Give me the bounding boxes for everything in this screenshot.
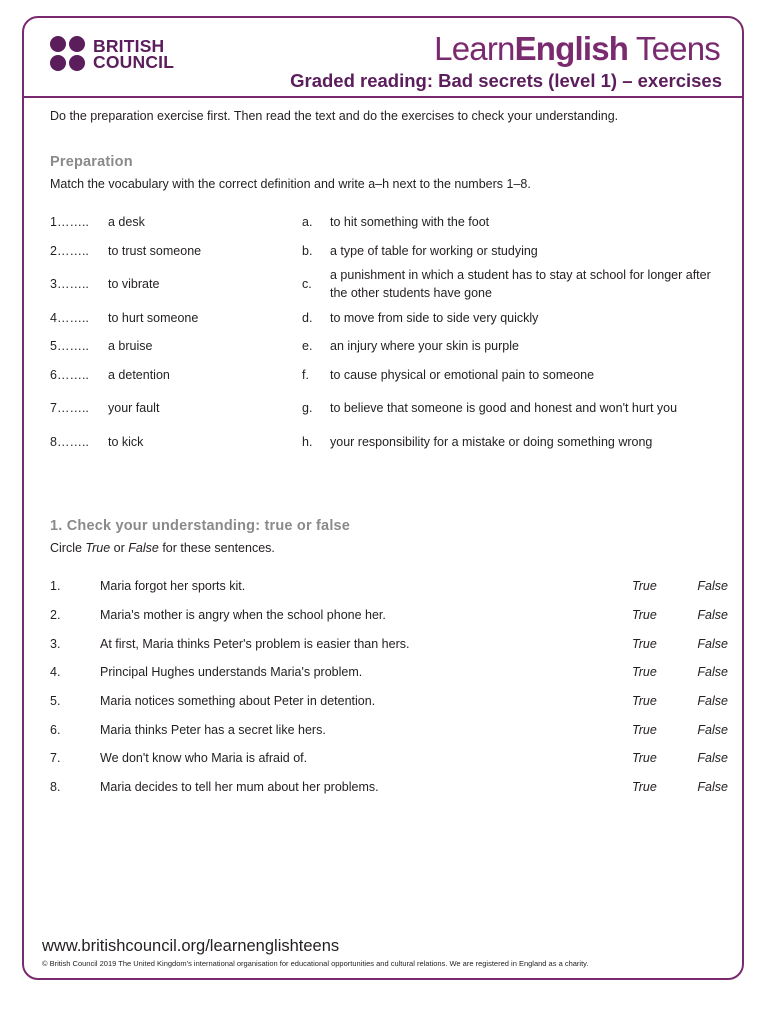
true-option[interactable]: True xyxy=(632,780,657,795)
vocab-number-blank[interactable]: 3…….. xyxy=(50,277,89,292)
question-text: Maria's mother is angry when the school phone her. xyxy=(100,608,386,623)
definition-letter: d. xyxy=(302,310,313,325)
true-option[interactable]: True xyxy=(632,665,657,680)
vocab-row xyxy=(50,237,730,266)
preparation-instruction: Match the vocabulary with the correct definition and write a–h next to the numbers 1–8. xyxy=(50,177,531,191)
true-option[interactable]: True xyxy=(632,636,657,651)
definition-text: an injury where your skin is purple xyxy=(330,339,519,354)
question-number: 7. xyxy=(50,751,61,766)
vocab-word: to hurt someone xyxy=(108,310,199,325)
vocab-word: a detention xyxy=(108,367,170,382)
question-number: 6. xyxy=(50,722,61,737)
vocab-row xyxy=(50,428,730,457)
true-option[interactable]: True xyxy=(632,722,657,737)
vocab-row xyxy=(50,208,730,237)
vocab-row xyxy=(50,389,730,428)
question-number: 4. xyxy=(50,665,61,680)
true-option[interactable]: True xyxy=(632,608,657,623)
vocab-word: your fault xyxy=(108,401,160,416)
page-title: Graded reading: Bad secrets (level 1) – exercises xyxy=(290,70,722,91)
footer-copyright: © British Council 2019 The United Kingdom's international organisation for educational opportunities and cultural relations. We are registered in England as a charity. xyxy=(42,959,589,968)
vocab-row xyxy=(50,361,730,390)
vocab-number-blank[interactable]: 7…….. xyxy=(50,401,89,416)
vocabulary-table xyxy=(50,208,730,456)
definition-text: a punishment in which a student has to stay at school for longer after the other students have gone xyxy=(330,268,711,301)
exercise1-instruction: Circle True or False for these sentences. xyxy=(50,541,275,555)
question-number: 2. xyxy=(50,608,61,623)
definition-text: to move from side to side very quickly xyxy=(330,310,539,325)
vocab-number-blank[interactable]: 1…….. xyxy=(50,215,89,230)
question-number: 3. xyxy=(50,636,61,651)
question-number: 8. xyxy=(50,780,61,795)
question-text: Maria forgot her sports kit. xyxy=(100,579,246,594)
vocab-word: to kick xyxy=(108,434,144,449)
true-option[interactable]: True xyxy=(632,751,657,766)
question-number: 1. xyxy=(50,579,61,594)
question-text: We don't know who Maria is afraid of. xyxy=(100,751,308,766)
vocab-number-blank[interactable]: 5…….. xyxy=(50,339,89,354)
definition-letter: b. xyxy=(302,243,313,258)
exercise1-heading: 1. Check your understanding: true or false xyxy=(50,518,351,534)
false-option[interactable]: False xyxy=(697,780,728,795)
true-false-row xyxy=(50,744,730,773)
true-false-row xyxy=(50,629,730,658)
definition-letter: f. xyxy=(302,367,309,382)
false-option[interactable]: False xyxy=(697,579,728,594)
true-false-row xyxy=(50,601,730,630)
vocab-word: to trust someone xyxy=(108,243,202,258)
true-option[interactable]: True xyxy=(632,694,657,709)
question-text: Principal Hughes understands Maria's problem. xyxy=(100,665,363,680)
false-option[interactable]: False xyxy=(697,665,728,680)
definition-letter: g. xyxy=(302,401,313,416)
question-number: 5. xyxy=(50,694,61,709)
preparation-heading: Preparation xyxy=(50,154,133,170)
vocab-row xyxy=(50,265,730,304)
question-text: Maria decides to tell her mum about her problems. xyxy=(100,780,379,795)
vocab-row xyxy=(50,332,730,361)
definition-letter: h. xyxy=(302,434,313,449)
definition-text: to cause physical or emotional pain to someone xyxy=(330,367,595,382)
false-option[interactable]: False xyxy=(697,608,728,623)
false-option[interactable]: False xyxy=(697,636,728,651)
definition-text: a type of table for working or studying xyxy=(330,243,538,258)
definition-letter: a. xyxy=(302,215,313,230)
true-option[interactable]: True xyxy=(632,579,657,594)
vocab-row xyxy=(50,304,730,333)
vocab-word: a desk xyxy=(108,215,145,230)
true-false-row xyxy=(50,715,730,744)
vocab-number-blank[interactable]: 8…….. xyxy=(50,434,89,449)
intro-text: Do the preparation exercise first. Then read the text and do the exercises to check your understanding. xyxy=(50,109,619,123)
vocab-number-blank[interactable]: 2…….. xyxy=(50,243,89,258)
question-text: Maria thinks Peter has a secret like hers. xyxy=(100,722,326,737)
vocab-word: a bruise xyxy=(108,339,153,354)
question-text: Maria notices something about Peter in detention. xyxy=(100,694,376,709)
definition-text: to hit something with the foot xyxy=(330,215,490,230)
vocab-number-blank[interactable]: 6…….. xyxy=(50,367,89,382)
vocab-word: to vibrate xyxy=(108,277,160,292)
false-option[interactable]: False xyxy=(697,751,728,766)
true-false-row xyxy=(50,658,730,687)
false-option[interactable]: False xyxy=(697,722,728,737)
definition-text: your responsibility for a mistake or doing something wrong xyxy=(330,434,653,449)
definition-letter: c. xyxy=(302,277,312,292)
learnenglish-teens-logo: LearnEnglish Teens xyxy=(434,30,720,67)
question-text: At first, Maria thinks Peter's problem is easier than hers. xyxy=(100,636,410,651)
header-divider xyxy=(22,96,744,98)
logo-wordmark: BRITISH COUNCIL xyxy=(93,35,175,72)
vocab-number-blank[interactable]: 4…….. xyxy=(50,310,89,325)
footer-url[interactable]: www.britishcouncil.org/learnenglishteens xyxy=(42,937,340,955)
false-option[interactable]: False xyxy=(697,694,728,709)
true-false-row xyxy=(50,773,730,802)
true-false-table xyxy=(50,572,730,802)
true-false-row xyxy=(50,687,730,716)
definition-letter: e. xyxy=(302,339,313,354)
british-council-logo xyxy=(50,36,174,71)
true-false-row xyxy=(50,572,730,601)
logo-dots-icon xyxy=(50,36,85,71)
definition-text: to believe that someone is good and honest and won't hurt you xyxy=(330,401,678,416)
